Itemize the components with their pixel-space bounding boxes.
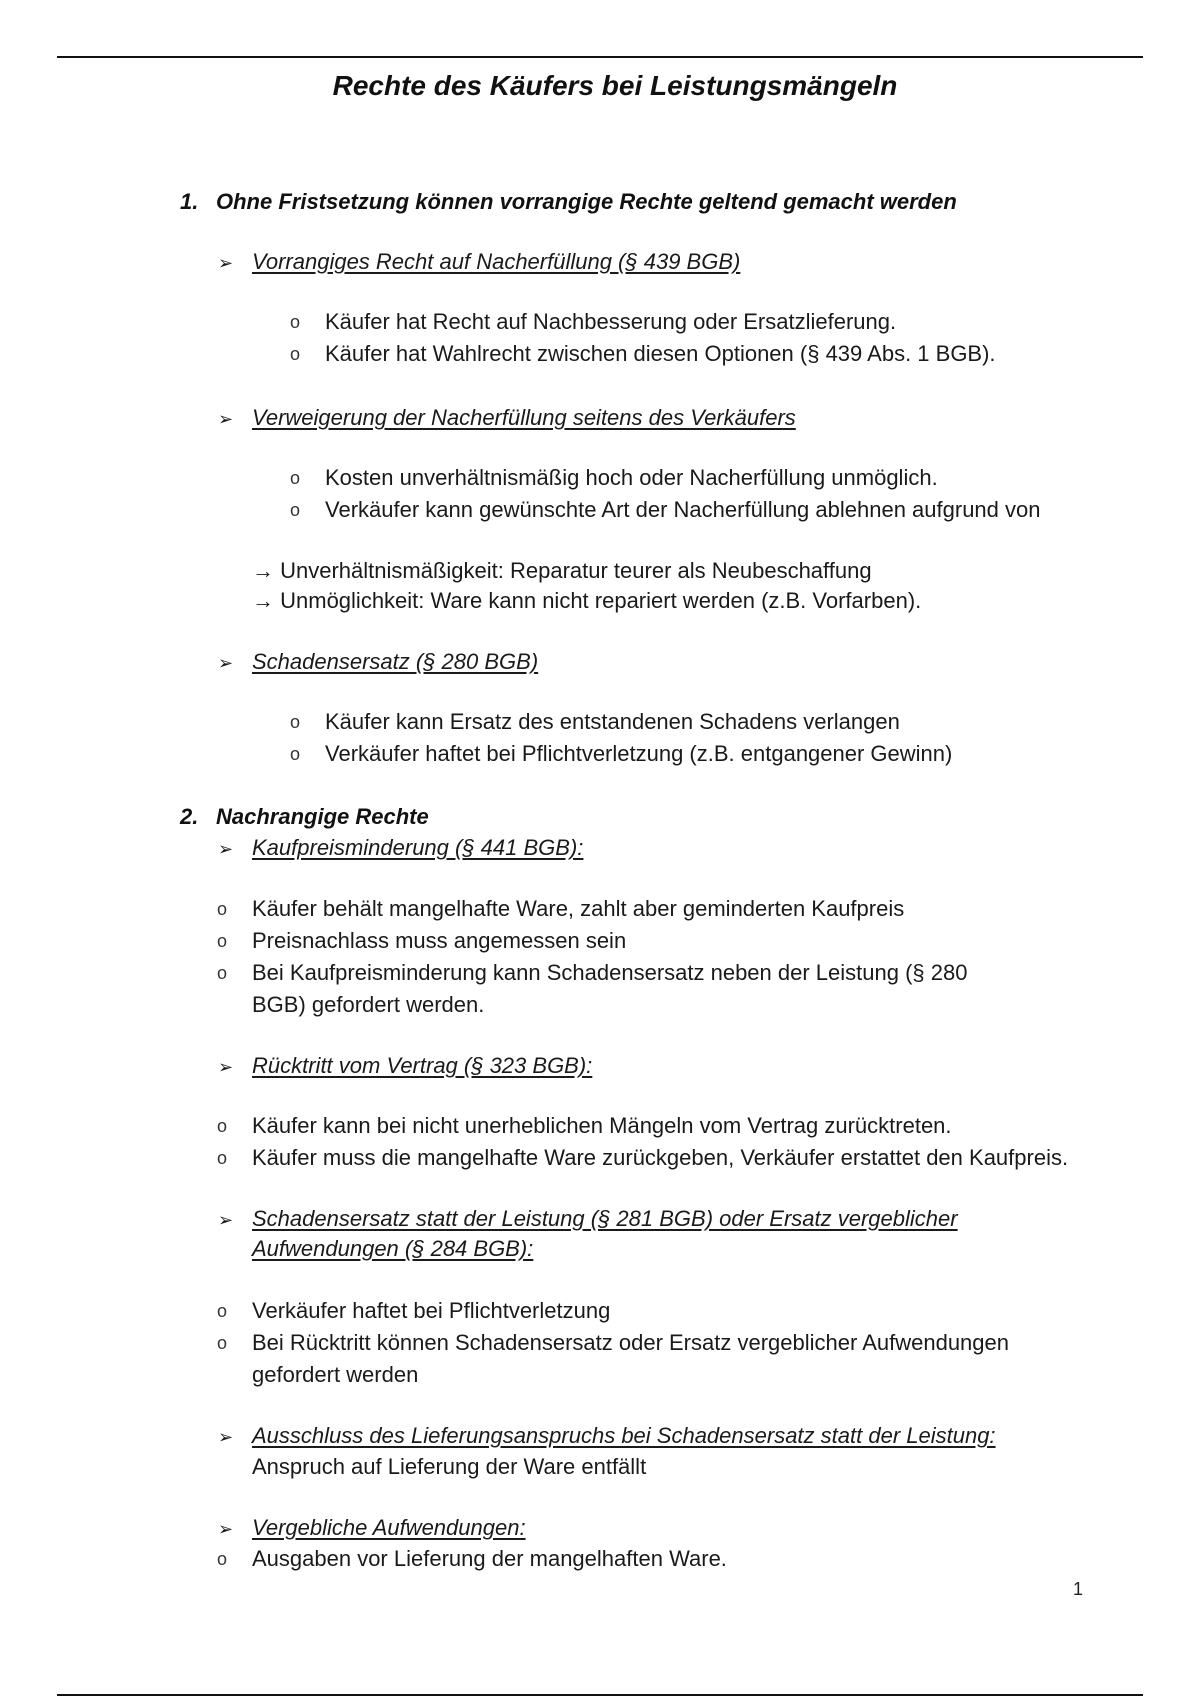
- subheading-kaufpreisminderung: [218, 832, 583, 865]
- circle-bullet-icon: o: [290, 344, 301, 364]
- list-item: Preisnachlass muss angemessen sein: [252, 928, 627, 953]
- circle-bullet-icon: o: [217, 931, 228, 951]
- circle-bullet-icon: o: [217, 899, 228, 919]
- subheading-schadensersatz: [218, 646, 538, 679]
- circle-bullet-icon: o: [217, 1148, 228, 1168]
- circle-bullet-icon: o: [217, 1116, 228, 1136]
- subheading-text: Schadensersatz (§ 280 BGB): [252, 649, 539, 674]
- list-item-continuation: gefordert werden: [252, 1362, 419, 1387]
- circle-bullet-icon: o: [217, 1549, 228, 1569]
- implication-text: Unverhältnismäßigkeit: Reparatur teurer als Neubeschaffung: [280, 558, 872, 583]
- subheading-ausschluss-lieferungsanspruch: [218, 1420, 996, 1453]
- circle-bullet-icon: o: [290, 468, 301, 488]
- arrow-bullet-icon: ➢: [218, 409, 234, 429]
- implication-item: [252, 585, 921, 617]
- arrow-bullet-icon: ➢: [218, 1519, 234, 1539]
- circle-bullet-icon: o: [290, 500, 301, 520]
- document-title: Rechte des Käufers bei Leistungsmängeln: [332, 70, 898, 101]
- circle-bullet-icon: o: [290, 712, 301, 732]
- right-arrow-icon: →: [252, 558, 274, 583]
- subheading-text: Verweigerung der Nacherfüllung seitens des Verkäufers: [252, 405, 796, 430]
- implication-item: [252, 555, 872, 587]
- arrow-bullet-icon: ➢: [218, 1210, 234, 1230]
- arrow-bullet-icon: ➢: [218, 1057, 234, 1077]
- subheading-text: Vorrangiges Recht auf Nacherfüllung (§ 439 BGB): [252, 249, 741, 274]
- arrow-bullet-icon: ➢: [218, 253, 234, 273]
- list-item: Käufer hat Recht auf Nachbesserung oder Ersatzlieferung.: [325, 309, 897, 334]
- list-item: Verkäufer haftet bei Pflichtverletzung (z.B. entgangener Gewinn): [325, 741, 953, 766]
- list-item-continuation: BGB) gefordert werden.: [252, 992, 485, 1017]
- top-rule: [57, 56, 1143, 58]
- arrow-bullet-icon: ➢: [218, 839, 234, 859]
- bottom-rule: [57, 1694, 1143, 1696]
- subheading-vergebliche-aufwendungen: [218, 1512, 526, 1545]
- subheading-text: Ausschluss des Lieferungsanspruchs bei Schadensersatz statt der Leistung:: [252, 1423, 996, 1448]
- list-item: Verkäufer haftet bei Pflichtverletzung: [252, 1298, 611, 1323]
- list-item: Käufer hat Wahlrecht zwischen diesen Optionen (§ 439 Abs. 1 BGB).: [325, 341, 996, 366]
- arrow-bullet-icon: ➢: [218, 653, 234, 673]
- list-item: Verkäufer kann gewünschte Art der Nacherfüllung ablehnen aufgrund von: [325, 497, 1041, 522]
- subheading-ruecktritt: [218, 1050, 592, 1083]
- list-item: Käufer muss die mangelhafte Ware zurückgeben, Verkäufer erstattet den Kaufpreis.: [252, 1145, 1069, 1170]
- list-item: Kosten unverhältnismäßig hoch oder Nacherfüllung unmöglich.: [325, 465, 938, 490]
- section-1-number: 1.: [180, 189, 199, 214]
- subheading-text: Rücktritt vom Vertrag (§ 323 BGB):: [252, 1053, 593, 1078]
- circle-bullet-icon: o: [290, 312, 301, 332]
- implication-text: Unmöglichkeit: Ware kann nicht repariert werden (z.B. Vorfarben).: [280, 588, 922, 613]
- section-2-heading-text: Nachrangige Rechte: [216, 804, 429, 829]
- section-2-number: 2.: [180, 804, 199, 829]
- list-item: Bei Rücktritt können Schadensersatz oder Ersatz vergeblicher Aufwendungen: [252, 1330, 1009, 1355]
- circle-bullet-icon: o: [290, 744, 301, 764]
- subheading-schadensersatz-statt-leistung: [218, 1203, 958, 1236]
- subheading-text: Kaufpreisminderung (§ 441 BGB):: [252, 835, 584, 860]
- section-1-heading: [180, 186, 957, 218]
- subheading-continuation: Aufwendungen (§ 284 BGB):: [252, 1236, 534, 1261]
- list-item: Ausgaben vor Lieferung der mangelhaften Ware.: [252, 1546, 727, 1571]
- list-item: Käufer kann bei nicht unerheblichen Mängeln vom Vertrag zurücktreten.: [252, 1113, 952, 1138]
- section-1-heading-text: Ohne Fristsetzung können vorrangige Rechte geltend gemacht werden: [216, 189, 957, 214]
- arrow-bullet-icon: ➢: [218, 1427, 234, 1447]
- list-item: Käufer kann Ersatz des entstandenen Schadens verlangen: [325, 709, 900, 734]
- subheading-text: Vergebliche Aufwendungen:: [252, 1515, 526, 1540]
- section-2-heading: [180, 801, 429, 833]
- page-number: 1: [1073, 1579, 1084, 1599]
- right-arrow-icon: →: [252, 588, 274, 613]
- list-item: Käufer behält mangelhafte Ware, zahlt aber geminderten Kaufpreis: [252, 896, 905, 921]
- subheading-verweigerung: [218, 402, 796, 435]
- paragraph-text: Anspruch auf Lieferung der Ware entfällt: [252, 1454, 647, 1479]
- circle-bullet-icon: o: [217, 963, 228, 983]
- circle-bullet-icon: o: [217, 1333, 228, 1353]
- subheading-text: Schadensersatz statt der Leistung (§ 281 BGB) oder Ersatz vergeblicher: [252, 1206, 958, 1231]
- list-item: Bei Kaufpreisminderung kann Schadensersatz neben der Leistung (§ 280: [252, 960, 968, 985]
- circle-bullet-icon: o: [217, 1301, 228, 1321]
- subheading-nacherfuellung: [218, 246, 740, 279]
